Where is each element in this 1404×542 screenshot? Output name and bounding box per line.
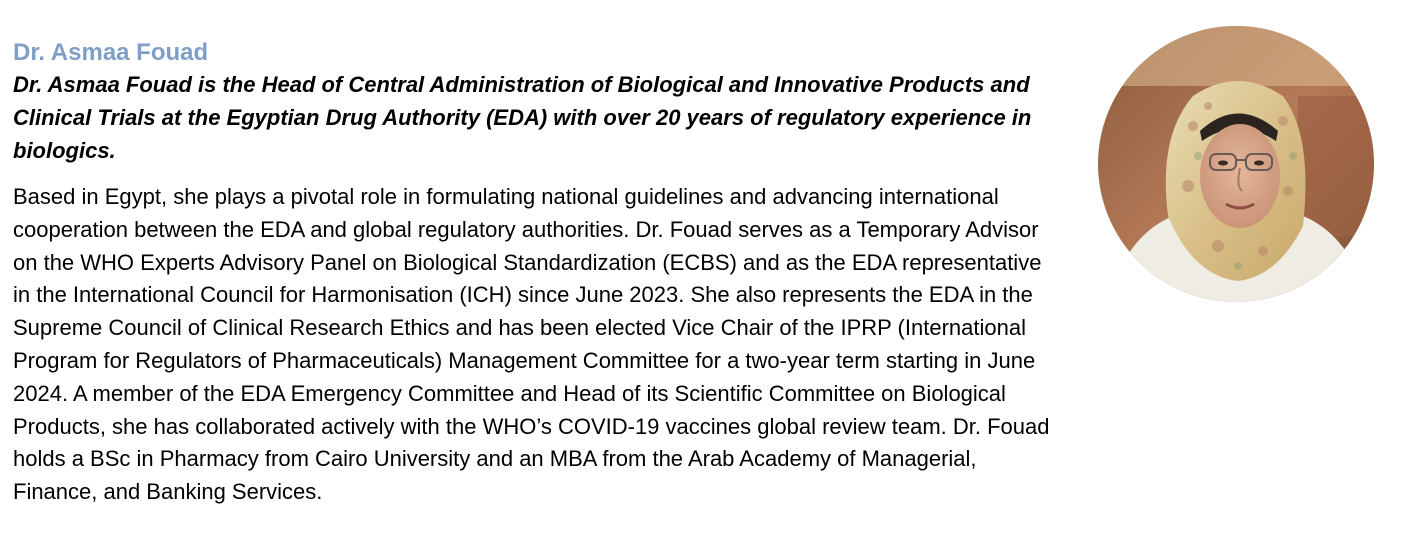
speaker-summary: Dr. Asmaa Fouad is the Head of Central Administration of Biological and Innovative Products and Clinical Trials at the Egyptian Drug Authority (EDA) with over 20 years of regulatory experience in biologics. — [13, 72, 1032, 163]
speaker-name: Dr. Asmaa Fouad — [13, 39, 209, 66]
speaker-photo — [1098, 26, 1374, 302]
speaker-biography: Based in Egypt, she plays a pivotal role in formulating national guidelines and advancing international cooperation between the EDA and global regulatory authorities. Dr. Fouad serves as a Temporary Advisor on the WHO Experts Advisory Panel on Biological Standardization (ECBS) and as the EDA representative in the International Council for Harmonisation (ICH) since June 2023. She also represents the EDA in the Supreme Council of Clinical Research Ethics and has been elected Vice Chair of the IPRP (International Program for Regulators of Pharmaceuticals) Management Committee for a two-year term starting in June 2024. A member of the EDA Emergency Committee and Head of its Scientific Committee on Biological Products, she has collaborated actively with the WHO’s COVID-19 vaccines global review team. Dr. Fouad holds a BSc in Pharmacy from Cairo University and an MBA from the Arab Academy of Managerial, Finance, and Banking Services. — [13, 184, 1050, 505]
speaker-bio — [13, 38, 1073, 509]
